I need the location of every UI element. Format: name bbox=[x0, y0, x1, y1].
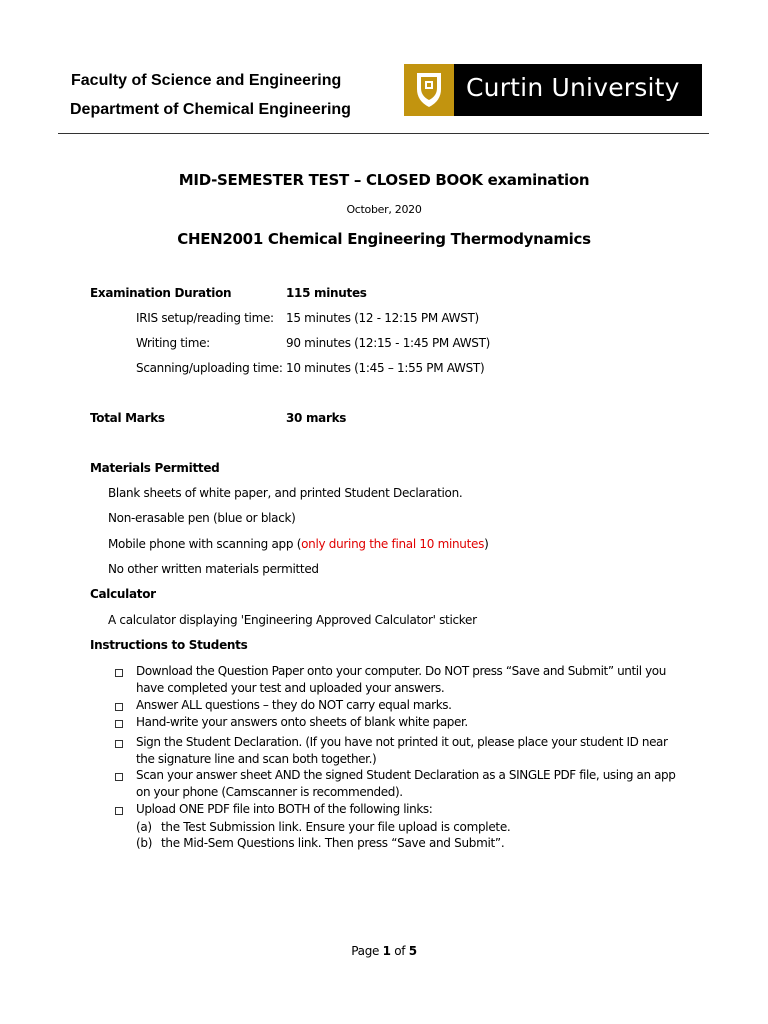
checkbox-bullet-icon bbox=[115, 669, 123, 677]
materials-item: Blank sheets of white paper, and printed Student Declaration. bbox=[108, 486, 463, 500]
crest-icon bbox=[404, 64, 454, 116]
instruction-item: Answer ALL questions – they do NOT carry equal marks. bbox=[136, 698, 452, 712]
instructions-heading: Instructions to Students bbox=[90, 638, 248, 652]
checkbox-bullet-icon bbox=[115, 807, 123, 815]
phone-close-paren: ) bbox=[484, 537, 489, 551]
sub-item-text: the Test Submission link. Ensure your file upload is complete. bbox=[161, 820, 511, 834]
of-word: of bbox=[394, 944, 406, 958]
header-divider bbox=[58, 133, 709, 134]
page-word: Page bbox=[351, 944, 380, 958]
scanning-time-value: 10 minutes (1:45 – 1:55 PM AWST) bbox=[286, 361, 485, 375]
checkbox-bullet-icon bbox=[115, 720, 123, 728]
calculator-heading: Calculator bbox=[90, 587, 156, 601]
materials-item: No other written materials permitted bbox=[108, 562, 319, 576]
phone-text: Mobile phone with scanning app ( bbox=[108, 537, 302, 551]
materials-item: Non-erasable pen (blue or black) bbox=[108, 511, 296, 525]
faculty-title: Faculty of Science and Engineering bbox=[71, 72, 342, 89]
exam-date: October, 2020 bbox=[346, 203, 422, 216]
writing-time-value: 90 minutes (12:15 - 1:45 PM AWST) bbox=[286, 336, 491, 350]
sub-item-text: the Mid-Sem Questions link. Then press “Save and Submit”. bbox=[161, 836, 505, 850]
test-title: MID-SEMESTER TEST – CLOSED BOOK examination bbox=[178, 171, 590, 189]
writing-time-label: Writing time: bbox=[136, 336, 210, 350]
curtin-logo bbox=[404, 64, 702, 116]
course-title: CHEN2001 Chemical Engineering Thermodynamics bbox=[177, 230, 591, 248]
instruction-item: Download the Question Paper onto your computer. Do NOT press “Save and Submit” until you have completed your test and uploaded your answers. bbox=[136, 664, 666, 695]
checkbox-bullet-icon bbox=[115, 740, 123, 748]
instruction-item: Hand-write your answers onto sheets of blank white paper. bbox=[136, 715, 468, 729]
duration-value: 115 minutes bbox=[286, 286, 367, 300]
total-marks-label: Total Marks bbox=[90, 411, 165, 425]
phone-restriction-note: only during the final 10 minutes bbox=[301, 537, 485, 551]
calculator-text: A calculator displaying 'Engineering Approved Calculator' sticker bbox=[108, 613, 477, 627]
total-pages: 5 bbox=[408, 944, 417, 958]
reading-time-label: IRIS setup/reading time: bbox=[136, 311, 274, 325]
logo-wordmark: Curtin University bbox=[466, 73, 680, 102]
materials-heading: Materials Permitted bbox=[90, 461, 220, 475]
materials-item-phone bbox=[108, 537, 488, 551]
instruction-item: Sign the Student Declaration. (If you have not printed it out, please place your student ID near the signature line and scan both together.) bbox=[136, 735, 668, 766]
total-marks-value: 30 marks bbox=[286, 411, 347, 425]
sub-item-marker: (b) bbox=[136, 836, 153, 850]
checkbox-bullet-icon bbox=[115, 773, 123, 781]
page-number bbox=[0, 944, 768, 958]
instruction-item: Upload ONE PDF file into BOTH of the following links: bbox=[136, 802, 433, 816]
reading-time-value: 15 minutes (12 - 12:15 PM AWST) bbox=[286, 311, 479, 325]
instruction-item: Scan your answer sheet AND the signed Student Declaration as a SINGLE PDF file, using an app on your phone (Camscanner is recommended). bbox=[136, 768, 676, 799]
current-page: 1 bbox=[382, 944, 391, 958]
sub-item-marker: (a) bbox=[136, 820, 152, 834]
duration-label: Examination Duration bbox=[90, 286, 232, 300]
checkbox-bullet-icon bbox=[115, 703, 123, 711]
scanning-time-label: Scanning/uploading time: bbox=[136, 361, 283, 375]
department-title: Department of Chemical Engineering bbox=[70, 101, 351, 118]
